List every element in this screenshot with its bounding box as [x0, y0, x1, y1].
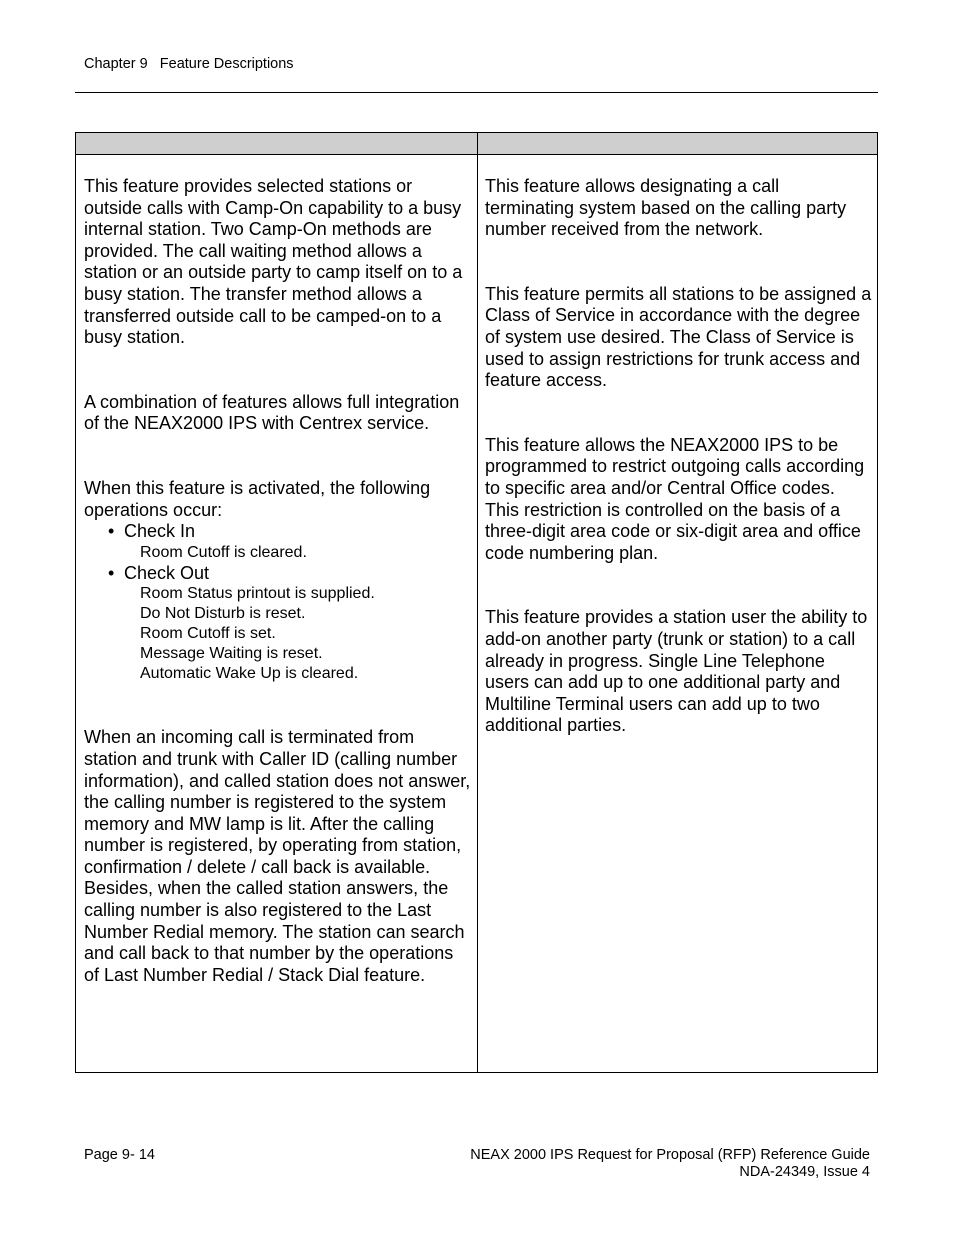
header-divider: [75, 92, 878, 93]
check-out-item: Automatic Wake Up is cleared.: [140, 665, 359, 683]
check-out-item: Room Cutoff is set.: [140, 625, 276, 643]
check-in-label: Check In: [124, 521, 196, 542]
chapter-label: Chapter 9: [84, 56, 148, 72]
check-out-label: Check Out: [124, 562, 210, 583]
column-divider: [477, 133, 478, 1072]
page-footer: [470, 1147, 870, 1181]
check-out-item: Message Waiting is reset.: [140, 645, 323, 663]
bullet-icon: •: [108, 521, 115, 542]
centrex-description: A combination of features allows full integration of the NEAX2000 IPS with Centrex service.: [84, 391, 460, 434]
section-title: Feature Descriptions: [159, 56, 294, 72]
code-restriction-description: This feature allows the NEAX2000 IPS to be programmed to restrict outgoing calls according to specific area and/or Central Office codes. This restriction is controlled on the basis of a three-digit area code or six-digit area and office code numbering plan.: [485, 434, 865, 563]
document-id: NDA-24349, Issue 4: [739, 1164, 870, 1180]
page-header: [84, 56, 294, 72]
calling-party-routing-description: This feature allows designating a call terminating system based on the calling party number received from the network.: [485, 176, 847, 240]
check-out-item: Room Status printout is supplied.: [140, 585, 375, 603]
bullet-icon: •: [108, 562, 115, 583]
left-column: [84, 176, 472, 986]
conference-description: This feature provides a station user the ability to add-on another party (trunk or station) to a call already in progress. Single Line Telephone users can add up to one additional party and Multiline Terminal users can add up to two additional parties.: [485, 607, 868, 736]
check-out-bullet: [84, 563, 472, 585]
camp-on-description: This feature provides selected stations or outside calls with Camp-On capability to a busy internal station. Two Camp-On methods are provided. The call waiting method allows a station or an outside party to camp itself on to a busy station. The transfer method allows a transferred outside call to be camped-on to a busy station.: [84, 176, 463, 348]
right-column: [485, 176, 873, 737]
document-title: NEAX 2000 IPS Request for Proposal (RFP) Reference Guide: [470, 1147, 870, 1163]
check-out-item: Do Not Disturb is reset.: [140, 605, 306, 623]
class-of-service-description: This feature permits all stations to be assigned a Class of Service in accordance with the degree of system use desired. The Class of Service is used to assign restrictions for trunk access and feature access.: [485, 283, 872, 391]
feature-table: [75, 132, 878, 1073]
check-in-bullet: [84, 521, 472, 543]
check-in-item: Room Cutoff is cleared.: [140, 543, 307, 561]
check-in-out-intro: When this feature is activated, the following operations occur:: [84, 477, 431, 520]
page-number: Page 9- 14: [84, 1147, 155, 1163]
caller-id-description: When an incoming call is terminated from station and trunk with Caller ID (calling number information), and called station does not answer, the calling number is registered to the system memory and MW lamp is lit. After the calling number is registered, by operating from station, confirmation / delete / call back is available. Besides, when the called station answers, the calling number is also registered to the Last Number Redial memory. The station can search and call back to that number by the operations of Last Number Redial / Stack Dial feature.: [84, 727, 471, 985]
